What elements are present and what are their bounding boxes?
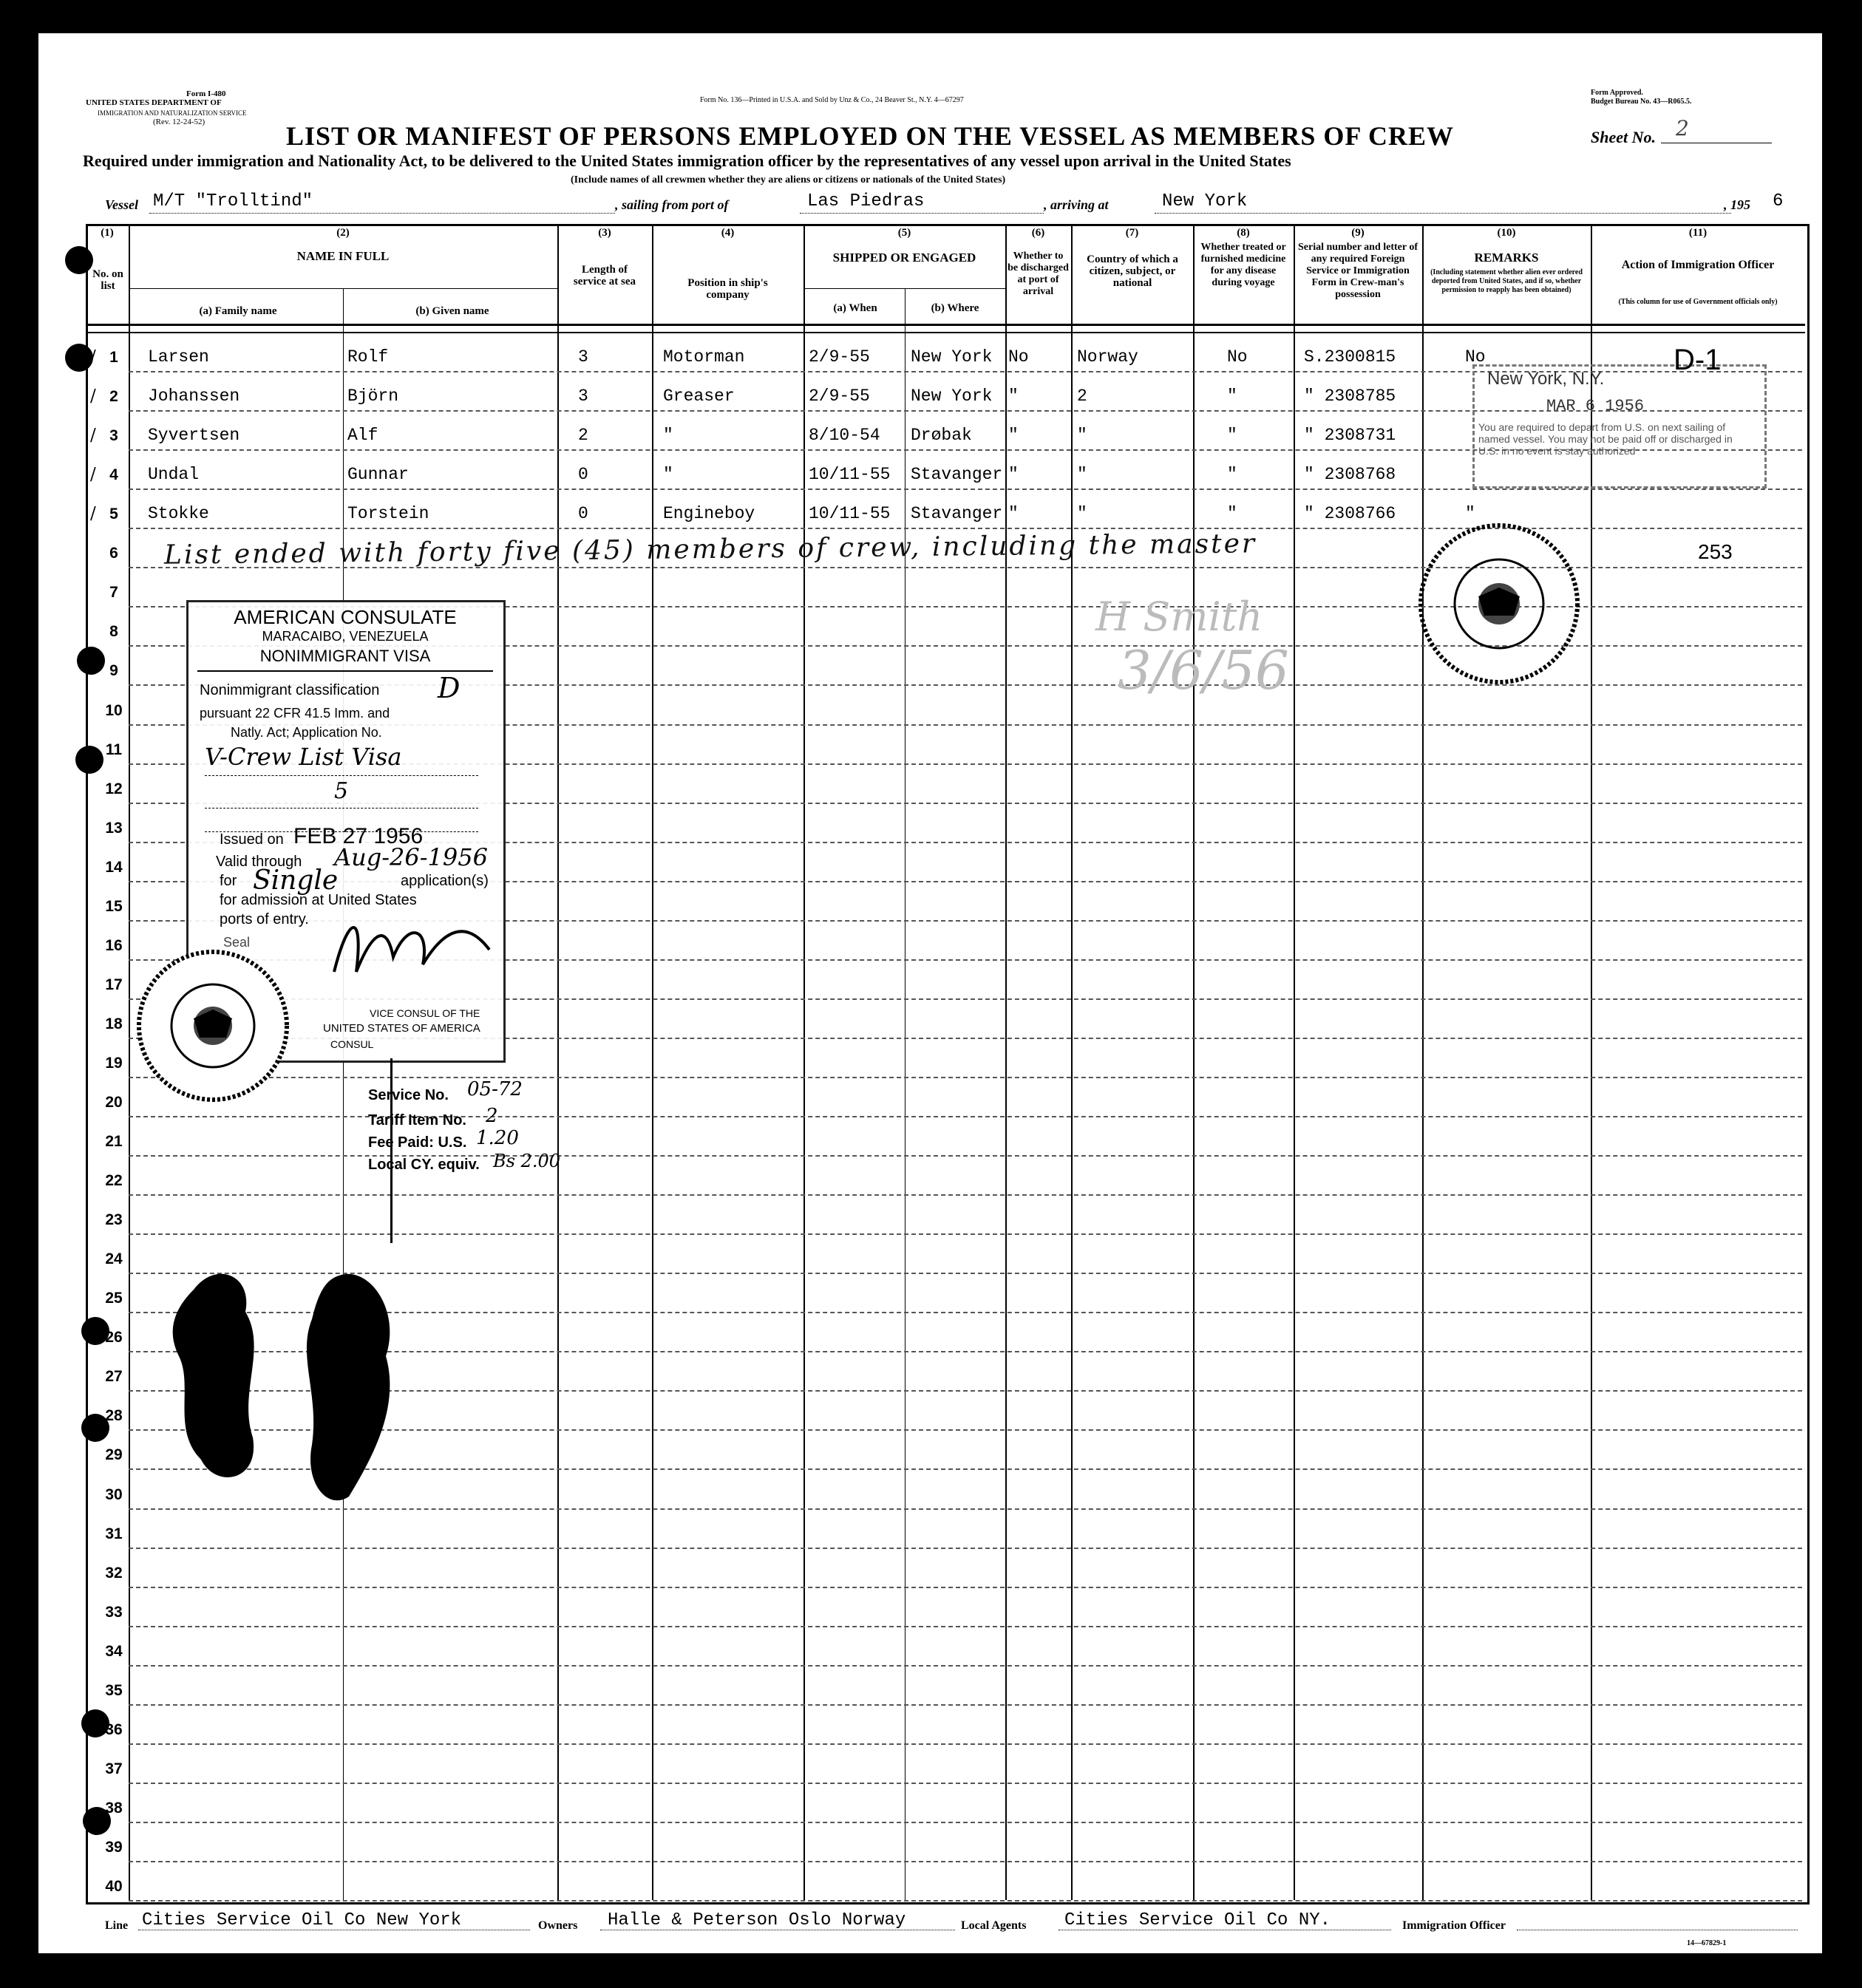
consul-signature: [319, 905, 504, 987]
consulate-line3: NONIMMIGRANT VISA: [259, 647, 431, 665]
footer-agents-value: Cities Service Oil Co NY.: [1064, 1910, 1331, 1930]
check-mark: /: [90, 426, 96, 446]
row-number: 2: [109, 388, 118, 406]
col10-header: REMARKS: [1474, 251, 1539, 265]
valid-label: Valid through: [216, 854, 302, 870]
stamp-text: You are required to depart from U.S. on next sailing of named vessel. You may not be paid off or discharged in U.S. in no event is stay authorized: [1478, 421, 1733, 457]
crew-cell-country: 2: [1077, 387, 1087, 406]
row-number: 7: [109, 584, 118, 602]
footer-owners-label: Owners: [538, 1919, 578, 1932]
handwritten-date: 3/6/56: [1118, 639, 1289, 701]
row-line: [129, 1900, 1802, 1902]
valid-date: Aug-26-1956: [334, 843, 488, 871]
col2-header: NAME IN FULL: [296, 249, 390, 263]
consulate-line2: MARACAIBO, VENEZUELA: [262, 629, 429, 644]
ports-label: ports of entry.: [220, 911, 309, 927]
crew-cell-position: Engineboy: [663, 504, 755, 524]
col-line: [343, 288, 344, 1900]
row-number: 39: [105, 1838, 123, 1856]
stamp-dash: [205, 808, 478, 809]
crew-cell-position: Motorman: [663, 347, 745, 367]
row-number: 32: [105, 1564, 123, 1582]
row-number: 31: [105, 1525, 123, 1542]
crew-cell-given: Björn: [347, 387, 399, 406]
crew-cell-service: 0: [578, 465, 588, 485]
crew-cell-medicine: ": [1227, 504, 1237, 524]
col-line: [129, 224, 130, 1900]
crew-cell-discharged: ": [1008, 504, 1019, 524]
count-253: 253: [1698, 540, 1733, 563]
subtitle-note: (Include names of all crewmen whether they are aliens or citizens or nationals of the United States): [571, 174, 1006, 185]
row-line: [129, 1665, 1802, 1667]
row-number: 13: [105, 819, 123, 837]
crew-cell-where: Stavanger: [911, 465, 1003, 485]
col10-num: (10): [1497, 227, 1516, 239]
crew-cell-where: Drøbak: [911, 426, 972, 446]
form-approved: Form Approved.: [1591, 89, 1643, 97]
crew-cell-remarks: ": [1465, 504, 1475, 524]
crew-cell-serial: " 2308731: [1304, 426, 1396, 446]
footer-officer-label: Immigration Officer: [1402, 1919, 1506, 1932]
crew-cell-service: 0: [578, 504, 588, 524]
row-number: 10: [105, 701, 123, 719]
row-number: 8: [109, 623, 118, 641]
vessel-name: M/T "Trolltind": [153, 191, 313, 211]
local-value: Bs 2.00: [493, 1151, 561, 1171]
crew-cell-position: ": [663, 426, 673, 446]
page-title: LIST OR MANIFEST OF PERSONS EMPLOYED ON THE VESSEL AS MEMBERS OF CREW: [286, 121, 1454, 151]
row-number: 3: [109, 427, 118, 445]
crew-cell-medicine: ": [1227, 387, 1237, 406]
handwritten-initials: H Smith: [1095, 593, 1263, 640]
row-line: [129, 1783, 1802, 1784]
crew-cell-where: New York: [911, 387, 993, 406]
crew-cell-where: Stavanger: [911, 504, 1003, 524]
col5-header: SHIPPED OR ENGAGED: [832, 251, 976, 265]
agency-line1: UNITED STATES DEPARTMENT OF: [86, 98, 222, 107]
crew-cell-given: Gunnar: [347, 465, 409, 485]
col5b-header: (b) Where: [931, 302, 979, 314]
usa-label: UNITED STATES OF AMERICA: [323, 1022, 480, 1035]
vessel-label: Vessel: [105, 197, 138, 212]
col7-header: Country of which a citizen, subject, or national: [1087, 253, 1178, 289]
col2-num: (2): [336, 227, 350, 239]
seal-label: Seal: [223, 935, 251, 950]
col6-header: Whether to be discharged at port of arrival: [1008, 251, 1069, 297]
crew-cell-given: Alf: [347, 426, 378, 446]
ink-blotches: [149, 1245, 460, 1526]
row-line: [129, 1822, 1802, 1823]
year-label: , 195: [1724, 197, 1750, 212]
consulate-seal-right: [1415, 520, 1583, 688]
check-mark: /: [90, 465, 96, 485]
crew-cell-serial: S.2300815: [1304, 347, 1396, 367]
classification-label: Nonimmigrant classification: [200, 682, 380, 698]
budget-bureau: Budget Bureau No. 43—R065.5.: [1591, 98, 1692, 106]
vessel-dotline: [149, 213, 615, 214]
row-line: [129, 1626, 1802, 1627]
footer-agents-label: Local Agents: [961, 1919, 1027, 1932]
crew-cell-discharged: No: [1008, 347, 1029, 367]
consul-label: CONSUL: [330, 1038, 374, 1050]
crew-cell-given: Torstein: [347, 504, 429, 524]
row-number: 21: [105, 1133, 123, 1151]
sheet-number: 2: [1676, 116, 1689, 140]
crew-cell-when: 10/11-55: [809, 504, 891, 524]
printer-line: Form No. 136—Printed in U.S.A. and Sold by Unz & Co., 24 Beaver St., N.Y. 4—67297: [700, 96, 964, 104]
crew-cell-position: ": [663, 465, 673, 485]
name-subrule: [129, 288, 557, 289]
sailing-port: Las Piedras: [807, 191, 925, 211]
row-number: 29: [105, 1446, 123, 1464]
service-label: Service No.: [368, 1087, 449, 1103]
col-line: [1193, 224, 1195, 1900]
col11-num: (11): [1688, 227, 1708, 239]
row-number: 33: [105, 1603, 123, 1621]
row-line: [129, 1548, 1802, 1549]
sheet-label: Sheet No.: [1591, 128, 1656, 146]
row-number: 4: [109, 466, 118, 484]
col9-num: (9): [1351, 227, 1365, 239]
crew-cell-serial: " 2308766: [1304, 504, 1396, 524]
crew-cell-service: 3: [578, 347, 588, 367]
crew-cell-family: Undal: [148, 465, 200, 485]
row-number: 5: [109, 505, 118, 523]
act-label: Natly. Act; Application No.: [231, 725, 382, 740]
col8-num: (8): [1237, 227, 1250, 239]
crew-cell-family: Stokke: [148, 504, 209, 524]
consulate-seal-left: [133, 946, 293, 1106]
row-number: 18: [105, 1015, 123, 1032]
col1-num: (1): [101, 227, 114, 239]
issued-date: FEB 27 1956: [293, 824, 424, 848]
admission-label: for admission at United States: [220, 892, 417, 908]
row-line: [129, 1861, 1802, 1862]
handwritten-closing-line: List ended with forty five (45) members of crew, including the master: [163, 528, 1257, 571]
service-value: 05-72: [467, 1078, 523, 1100]
shipped-subrule: [803, 288, 1005, 289]
issued-label: Issued on: [220, 831, 284, 848]
col3-header: Length of service at sea: [573, 264, 636, 287]
crew-cell-when: 8/10-54: [809, 426, 880, 446]
col9-header: Serial number and letter of any required Foreign Service or Immigration Form in Crew-man's possession: [1297, 242, 1418, 300]
check-mark: /: [90, 347, 96, 367]
row-number: 30: [105, 1485, 123, 1503]
crew-cell-country: Norway: [1077, 347, 1138, 367]
visa-value: V-Crew List Visa: [205, 743, 402, 771]
col4-header: Position in ship's company: [687, 277, 768, 301]
crew-cell-country: ": [1077, 426, 1087, 446]
crew-cell-discharged: ": [1008, 465, 1019, 485]
col-line: [652, 224, 653, 1900]
vice-consul-label: VICE CONSUL OF THE: [370, 1007, 480, 1019]
crew-cell-where: New York: [911, 347, 993, 367]
tariff-value: 2: [486, 1105, 498, 1127]
row-number: 16: [105, 936, 123, 954]
crew-cell-family: Larsen: [148, 347, 209, 367]
crew-cell-given: Rolf: [347, 347, 389, 367]
col-line: [1422, 224, 1424, 1900]
row-line: [129, 1743, 1802, 1745]
crew-cell-when: 2/9-55: [809, 387, 870, 406]
subtitle: Required under immigration and Nationality Act, to be delivered to the United States immigration officer by the representatives of any vessel upon arrival in the United States: [83, 152, 1291, 170]
stamp-city: New York, N.Y.: [1487, 369, 1605, 389]
row-number: 27: [105, 1368, 123, 1386]
col1-header: No. on list: [92, 268, 123, 292]
check-mark: /: [90, 387, 96, 406]
row-number: 14: [105, 858, 123, 876]
row-number: 35: [105, 1681, 123, 1699]
row-number: 17: [105, 976, 123, 993]
for-value: Single: [253, 865, 339, 896]
check-mark: /: [90, 504, 96, 524]
crew-cell-family: Syvertsen: [148, 426, 240, 446]
crew-cell-when: 2/9-55: [809, 347, 870, 367]
col2b-header: (b) Given name: [415, 305, 489, 317]
col11-sub: (This column for use of Government officials only): [1618, 298, 1778, 306]
manifest-sheet: [38, 33, 1822, 1953]
crew-cell-remarks: No: [1465, 347, 1486, 367]
col-line: [803, 224, 805, 1900]
consulate-line1: AMERICAN CONSULATE: [234, 606, 457, 628]
revision: (Rev. 12-24-52): [153, 118, 205, 126]
col-line: [1005, 224, 1007, 1900]
for-label: for: [220, 873, 237, 889]
col4-num: (4): [721, 227, 735, 239]
col-line: [1294, 224, 1295, 1900]
classification-value: D: [438, 672, 461, 704]
crew-cell-position: Greaser: [663, 387, 735, 406]
row-line: [129, 1704, 1802, 1706]
stamp-code: D-1: [1674, 344, 1722, 376]
col-line: [557, 224, 559, 1900]
col6-num: (6): [1031, 227, 1045, 239]
col-line: [1071, 224, 1073, 1900]
year-digit: 6: [1773, 191, 1784, 211]
row-number: 40: [105, 1878, 123, 1895]
stamp-date: MAR 6 1956: [1546, 397, 1645, 415]
crew-cell-when: 10/11-55: [809, 465, 891, 485]
fee-value: 1.20: [476, 1127, 519, 1149]
row-line: [129, 489, 1802, 490]
row-line: [129, 1587, 1802, 1588]
row-number: 11: [105, 741, 123, 758]
col5-num: (5): [897, 227, 911, 239]
agency-line2: IMMIGRATION AND NATURALIZATION SERVICE: [98, 109, 247, 117]
tariff-label: Tariff Item No.: [368, 1112, 466, 1129]
row-number: 6: [109, 545, 118, 562]
row-number: 37: [105, 1760, 123, 1777]
crew-cell-country: ": [1077, 465, 1087, 485]
arriving-label: , arriving at: [1044, 197, 1109, 212]
fee-label: Fee Paid: U.S.: [368, 1134, 467, 1151]
local-label: Local CY. equiv.: [368, 1157, 480, 1173]
row-number: 9: [109, 662, 118, 680]
crew-cell-service: 3: [578, 387, 588, 406]
crew-cell-serial: " 2308785: [1304, 387, 1396, 406]
crew-cell-service: 2: [578, 426, 588, 446]
crew-cell-family: Johanssen: [148, 387, 240, 406]
crew-cell-medicine: ": [1227, 465, 1237, 485]
col3-num: (3): [598, 227, 611, 239]
col5a-header: (a) When: [833, 302, 877, 314]
row-line: [129, 1194, 1802, 1196]
sailing-label: , sailing from port of: [615, 197, 729, 212]
row-number: 28: [105, 1407, 123, 1425]
crew-cell-discharged: ": [1008, 387, 1019, 406]
crew-cell-discharged: ": [1008, 426, 1019, 446]
row-number: 1: [109, 349, 118, 367]
footer-form-code: 14—67829-1: [1687, 1939, 1727, 1947]
row-number: 38: [105, 1799, 123, 1817]
stamp-dash: [205, 775, 478, 776]
row-number: 26: [105, 1329, 123, 1347]
col7-num: (7): [1125, 227, 1139, 239]
col2a-header: (a) Family name: [199, 305, 277, 317]
row-number: 23: [105, 1211, 123, 1229]
row-line: [129, 1077, 1802, 1078]
application-label: application(s): [401, 873, 489, 889]
form-number-left: Form I-480: [186, 89, 226, 98]
col11-header: Action of Immigration Officer: [1621, 259, 1775, 271]
row-number: 36: [105, 1720, 123, 1738]
crew-cell-medicine: ": [1227, 426, 1237, 446]
crew-cell-medicine: No: [1227, 347, 1248, 367]
footer-owners-value: Halle & Peterson Oslo Norway: [608, 1910, 906, 1930]
row-number: 19: [105, 1054, 123, 1072]
footer-line-value: Cities Service Oil Co New York: [142, 1910, 462, 1930]
crew-cell-country: ": [1077, 504, 1087, 524]
row-number: 25: [105, 1290, 123, 1307]
arriving-dotline: [1155, 213, 1731, 214]
col10-sub: (Including statement whether alien ever ordered deported from United States, and if so, whether permission to reapply has been obtained): [1430, 268, 1583, 294]
row-number: 34: [105, 1642, 123, 1660]
pursuant-label: pursuant 22 CFR 41.5 Imm. and: [200, 706, 390, 721]
sailing-dotline: [800, 213, 1044, 214]
row-line: [129, 1233, 1802, 1235]
crew-cell-serial: " 2308768: [1304, 465, 1396, 485]
arriving-port: New York: [1162, 191, 1248, 211]
row-number: 15: [105, 897, 123, 915]
visa-number: 5: [334, 778, 349, 804]
row-number: 24: [105, 1250, 123, 1268]
row-number: 22: [105, 1172, 123, 1190]
footer-line-label: Line: [105, 1919, 129, 1932]
row-number: 12: [105, 780, 123, 797]
col8-header: Whether treated or furnished medicine for any disease during voyage: [1200, 242, 1286, 288]
row-number: 20: [105, 1094, 123, 1111]
